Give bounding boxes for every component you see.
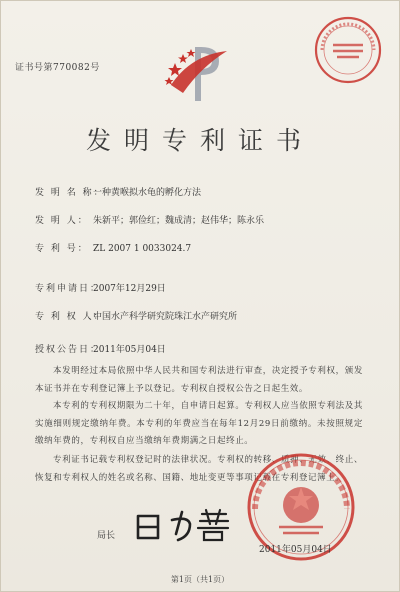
body-paragraph-1: 本发明经过本局依照中华人民共和国专利法进行审查，决定授予专利权，颁发本证书并在专利登记簿上予以登记。专利权自授权公告之日起生效。 (35, 366, 363, 394)
field-label: 授权公告日： (35, 345, 102, 355)
page-footer: 第1页（共1页） (170, 575, 230, 584)
field-value: 2011年05月04日 (93, 345, 166, 355)
field-value: ZL 2007 1 0033024.7 (93, 244, 192, 254)
field-label: 发 明 人： (35, 216, 89, 226)
director-signature-icon (132, 504, 232, 544)
field-value: 中国水产科学研究院珠江水产研究所 (93, 312, 238, 322)
grant-date-row (35, 342, 166, 355)
field-value: 一种黄喉拟水龟的孵化方法 (93, 188, 202, 198)
field-value: 朱新平；郭俭红；魏成清；赵伟华；陈永乐 (93, 216, 265, 226)
certificate-title: 发明专利证书 (85, 126, 314, 155)
body-paragraph-2: 本专利的专利权期限为二十年，自申请日起算。专利权人应当依照专利法及其实施细则规定缴纳年费。本专利的年费应当在每年12月29日前缴纳。未按照规定缴纳年费的，专利权自应当缴纳年费期满之日起终止。 (35, 401, 363, 446)
director-label: 局长 (97, 531, 116, 541)
field-label: 专利申请日： (35, 284, 102, 294)
patent-number-row (35, 241, 191, 254)
invention-name-row (35, 185, 201, 198)
body-paragraph-3: 专利证书记载专利权登记时的法律状况。专利权的转移、质押、无效、终止、恢复和专利权人的姓名或名称、国籍、地址变更等事项记载在专利登记簿上。 (35, 455, 363, 483)
certificate-number: 证书号第770082号 (15, 63, 100, 73)
agency-seal-icon (313, 15, 383, 85)
field-label: 发 明 名 称： (35, 188, 105, 198)
application-date-row (35, 281, 166, 294)
signature-date: 2011年05月04日 (259, 545, 332, 555)
patentee-row (35, 309, 237, 322)
patent-office-logo-icon (161, 41, 237, 107)
field-value: 2007年12月29日 (93, 284, 166, 294)
inventors-row (35, 213, 264, 226)
field-label: 专 利 号： (35, 244, 89, 254)
field-label: 专 利 权 人： (35, 312, 105, 322)
